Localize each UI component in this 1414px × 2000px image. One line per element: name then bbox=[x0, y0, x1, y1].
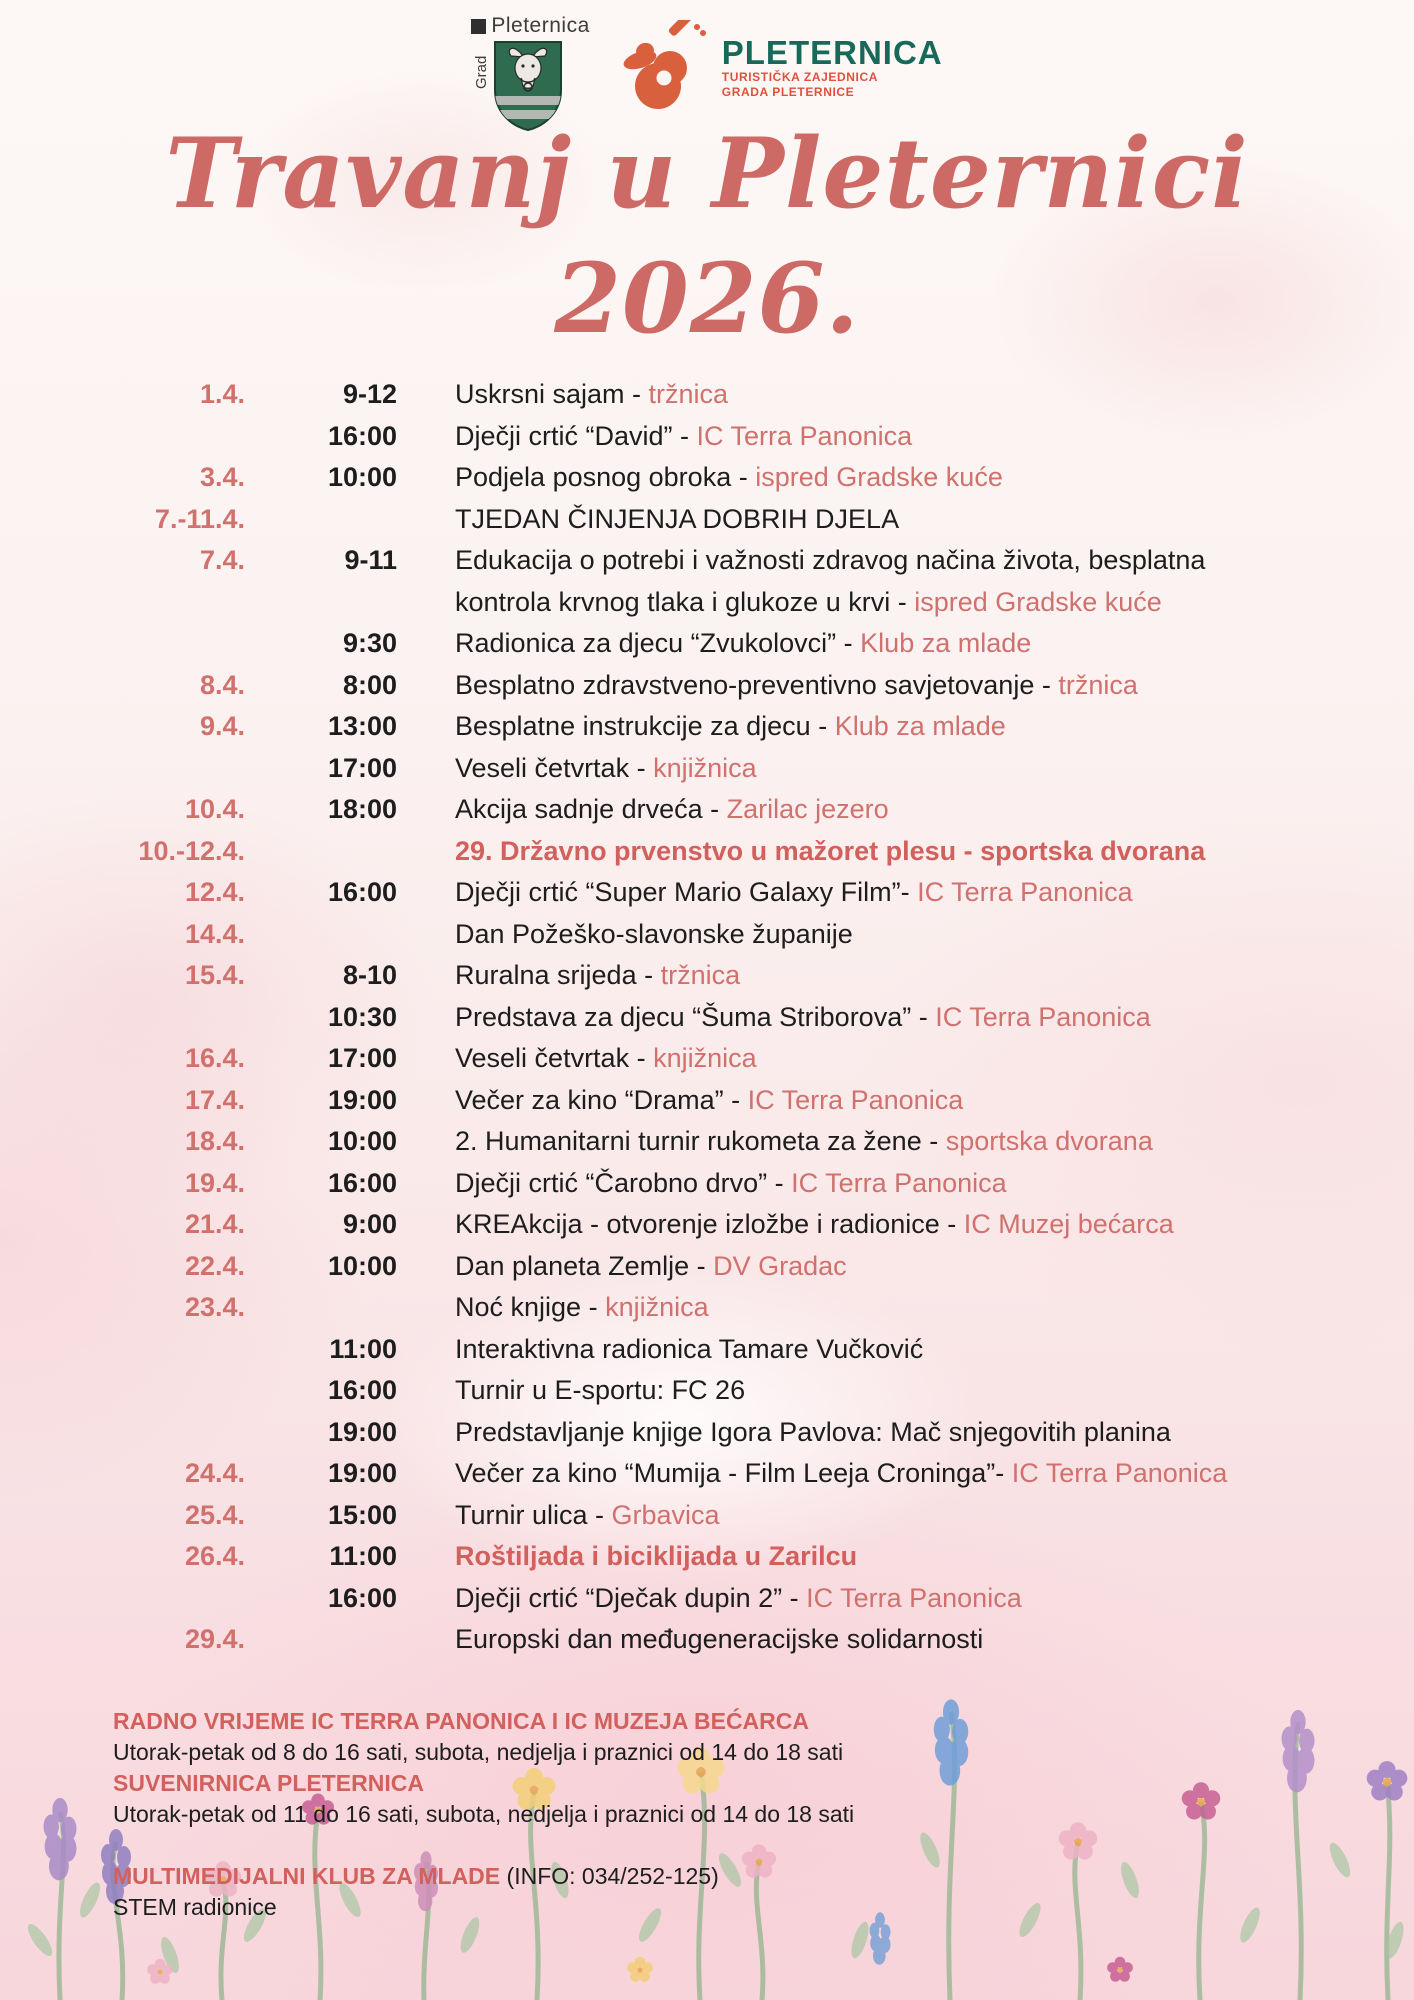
event-text: Besplatne instrukcije za djecu - bbox=[455, 711, 835, 741]
event-description bbox=[397, 748, 1414, 790]
event-row bbox=[98, 789, 1414, 831]
event-description bbox=[397, 1329, 1414, 1371]
footer-body-souvenir-shop: Utorak-petak od 11 do 16 sati, subota, nedjelja i praznici od 14 do 18 sati bbox=[113, 1801, 855, 1827]
event-description bbox=[397, 499, 1414, 541]
event-text: KREAkcija - otvorenje izložbe i radionice - bbox=[455, 1209, 964, 1239]
event-description bbox=[397, 416, 1414, 458]
event-text: Akcija sadnje drveća - bbox=[455, 794, 727, 824]
event-time: 16:00 bbox=[327, 420, 397, 451]
event-time: 19:00 bbox=[327, 1084, 397, 1115]
event-location: IC Terra Panonica bbox=[1011, 1458, 1228, 1488]
event-row bbox=[98, 623, 1414, 665]
event-time: 9-12 bbox=[342, 379, 397, 409]
city-logo-name: Pleternica bbox=[491, 14, 590, 37]
tourist-board-logo bbox=[618, 20, 943, 116]
city-logo-wordmark bbox=[471, 14, 589, 38]
event-description bbox=[397, 1204, 1414, 1246]
event-text: Turnir ulica - bbox=[455, 1499, 612, 1530]
event-time: 19:00 bbox=[327, 1458, 397, 1488]
event-date: 29.4. bbox=[184, 1624, 245, 1654]
event-date: 8.4. bbox=[199, 669, 245, 700]
event-description bbox=[397, 374, 1414, 416]
footer-section bbox=[113, 1768, 854, 1830]
tourist-logo-subtitle-1: TURISTIČKA ZAJEDNICA bbox=[721, 70, 878, 85]
event-date: 16.4. bbox=[184, 1043, 245, 1073]
event-date: 10.-12.4. bbox=[138, 835, 245, 866]
event-location: knjižnica bbox=[605, 1292, 709, 1322]
event-row bbox=[98, 872, 1414, 914]
footer-body-youth-club: STEM radionice bbox=[113, 1894, 277, 1920]
event-location: knjižnica bbox=[653, 1043, 757, 1073]
event-row bbox=[98, 831, 1414, 873]
event-date: 26.4. bbox=[184, 1541, 245, 1571]
event-description bbox=[397, 540, 1414, 623]
event-row bbox=[98, 499, 1414, 541]
event-date: 7.4. bbox=[199, 545, 245, 575]
event-row bbox=[98, 1163, 1414, 1205]
tourist-logo-name: PLETERNICA bbox=[721, 33, 943, 71]
event-row bbox=[98, 540, 1414, 623]
event-location: IC Terra Panonica bbox=[696, 420, 913, 451]
event-time: 8:00 bbox=[342, 669, 397, 700]
event-date bbox=[98, 1412, 245, 1454]
event-row bbox=[98, 1287, 1414, 1329]
event-description bbox=[397, 1038, 1414, 1080]
event-location: IC Terra Panonica bbox=[747, 1084, 964, 1115]
event-text: Predstava za djecu “Šuma Striborova” - bbox=[455, 1001, 936, 1032]
event-location: sportska dvorana bbox=[945, 1126, 1153, 1156]
event-date: 25.4. bbox=[184, 1499, 245, 1530]
event-text: Dan planeta Zemlje - bbox=[455, 1250, 714, 1281]
event-date: 21.4. bbox=[184, 1209, 245, 1239]
event-time: 9:30 bbox=[342, 628, 397, 658]
event-row bbox=[98, 914, 1414, 956]
event-time: 16:00 bbox=[327, 1167, 397, 1198]
event-time bbox=[245, 914, 397, 956]
event-date bbox=[98, 997, 245, 1039]
footer-info bbox=[113, 1706, 854, 1923]
event-location: ispred Gradske kuće bbox=[914, 586, 1162, 617]
footer-heading-info-phone: (INFO: 034/252-125) bbox=[500, 1863, 719, 1889]
event-time: 10:00 bbox=[327, 1126, 397, 1156]
event-text: Uskrsni sajam - bbox=[455, 379, 649, 409]
event-row bbox=[98, 1412, 1414, 1454]
event-time: 16:00 bbox=[327, 1375, 397, 1405]
event-description bbox=[397, 872, 1414, 914]
event-time: 16:00 bbox=[327, 877, 397, 907]
event-description bbox=[397, 997, 1414, 1039]
event-description bbox=[397, 955, 1414, 997]
event-text: Predstavljanje knjige Igora Pavlova: Mač snjegovitih planina bbox=[455, 1416, 1171, 1447]
event-date: 22.4. bbox=[184, 1250, 245, 1281]
event-text: Dječji crtić “Super Mario Galaxy Film”- bbox=[455, 877, 918, 907]
event-location: DV Gradac bbox=[713, 1250, 847, 1281]
event-date bbox=[98, 1329, 245, 1371]
event-description bbox=[397, 1536, 1414, 1578]
event-description bbox=[397, 665, 1414, 707]
event-date: 7.-11.4. bbox=[154, 503, 245, 534]
event-time: 10:00 bbox=[327, 462, 397, 492]
event-location: Klub za mlade bbox=[860, 628, 1032, 658]
event-text: 29. Državno prvenstvo u mažoret plesu - sportska dvorana bbox=[455, 835, 1206, 866]
event-description bbox=[397, 789, 1414, 831]
event-location: knjižnica bbox=[653, 752, 757, 783]
event-time bbox=[245, 831, 397, 873]
event-description bbox=[397, 1287, 1414, 1329]
event-time: 11:00 bbox=[329, 1333, 397, 1364]
event-description bbox=[397, 1578, 1414, 1620]
event-row bbox=[98, 706, 1414, 748]
event-date: 23.4. bbox=[184, 1292, 245, 1322]
event-description bbox=[397, 1453, 1414, 1495]
event-description bbox=[397, 706, 1414, 748]
event-text: Besplatno zdravstveno-preventivno savjetovanje - bbox=[455, 669, 1059, 700]
event-time bbox=[245, 1287, 397, 1329]
event-time: 9-11 bbox=[344, 545, 397, 575]
event-row bbox=[98, 1370, 1414, 1412]
footer-section bbox=[113, 1861, 854, 1923]
event-time: 16:00 bbox=[327, 1582, 397, 1613]
guitar-icon bbox=[618, 20, 710, 116]
event-row bbox=[98, 748, 1414, 790]
event-date: 10.4. bbox=[184, 794, 245, 824]
event-time bbox=[245, 499, 397, 541]
event-date: 9.4. bbox=[199, 711, 245, 741]
event-description bbox=[397, 1246, 1414, 1288]
event-description bbox=[397, 1163, 1414, 1205]
event-row bbox=[98, 955, 1414, 997]
event-row bbox=[98, 374, 1414, 416]
event-location: tržnica bbox=[648, 379, 729, 409]
event-time: 18:00 bbox=[327, 794, 397, 824]
event-time: 8-10 bbox=[342, 960, 397, 990]
event-text: Noć knjige - bbox=[455, 1292, 606, 1322]
event-text: Roštiljada i biciklijada u Zarilcu bbox=[455, 1541, 858, 1571]
footer-heading-souvenir-shop: SUVENIRNICA PLETERNICA bbox=[113, 1770, 424, 1796]
event-date bbox=[98, 1578, 245, 1620]
event-time: 10:00 bbox=[327, 1250, 397, 1281]
event-location: tržnica bbox=[660, 960, 741, 990]
event-text: Podjela posnog obroka - bbox=[455, 462, 756, 492]
event-date: 18.4. bbox=[184, 1126, 245, 1156]
event-time: 19:00 bbox=[327, 1416, 397, 1447]
event-description bbox=[397, 1412, 1414, 1454]
footer-section bbox=[113, 1706, 854, 1768]
event-time: 13:00 bbox=[327, 711, 397, 741]
event-description bbox=[397, 623, 1414, 665]
event-location: IC Muzej bećarca bbox=[963, 1209, 1174, 1239]
event-location: Grbavica bbox=[611, 1499, 720, 1530]
event-location: Zarilac jezero bbox=[726, 794, 889, 824]
event-date: 24.4. bbox=[184, 1458, 245, 1488]
footer-heading-youth-club: MULTIMEDIJALNI KLUB ZA MLADE bbox=[113, 1863, 501, 1889]
logo-square-icon bbox=[471, 19, 486, 34]
event-row bbox=[98, 1619, 1414, 1661]
event-text: Edukacija o potrebi i važnosti zdravog načina života, besplatna kontrola krvnog tlaka i glukoze u krvi - bbox=[455, 545, 1206, 617]
event-time: 17:00 bbox=[327, 1043, 397, 1073]
event-text: Veseli četvrtak - bbox=[455, 752, 654, 783]
event-row bbox=[98, 1536, 1414, 1578]
event-description bbox=[397, 831, 1414, 873]
event-date: 14.4. bbox=[184, 918, 245, 949]
event-description bbox=[397, 914, 1414, 956]
event-date: 1.4. bbox=[199, 379, 245, 409]
event-description bbox=[397, 1121, 1414, 1163]
event-text: Dječji crtić “David” - bbox=[455, 420, 697, 451]
event-date bbox=[98, 623, 245, 665]
event-date bbox=[98, 1370, 245, 1412]
event-text: Ruralna srijeda - bbox=[455, 960, 661, 990]
event-row bbox=[98, 1246, 1414, 1288]
event-date: 19.4. bbox=[184, 1167, 245, 1198]
event-description bbox=[397, 457, 1414, 499]
event-location: IC Terra Panonica bbox=[791, 1167, 1007, 1198]
event-location: tržnica bbox=[1058, 669, 1138, 700]
event-date: 17.4. bbox=[184, 1084, 245, 1115]
footer-heading-opening-hours: RADNO VRIJEME IC TERRA PANONICA I IC MUZEJA BEĆARCA bbox=[113, 1708, 809, 1734]
event-row bbox=[98, 1453, 1414, 1495]
footer-body-opening-hours: Utorak-petak od 8 do 16 sati, subota, nedjelja i praznici od 14 do 18 sati bbox=[113, 1739, 844, 1765]
event-row bbox=[98, 665, 1414, 707]
event-time: 10:30 bbox=[327, 1001, 397, 1032]
event-location: IC Terra Panonica bbox=[917, 877, 1133, 907]
event-text: Večer za kino “Mumija - Film Leeja Croninga”- bbox=[455, 1458, 1012, 1488]
event-text: Večer za kino “Drama” - bbox=[455, 1084, 748, 1115]
event-row bbox=[98, 1495, 1414, 1537]
event-row bbox=[98, 997, 1414, 1039]
event-date: 15.4. bbox=[184, 960, 245, 990]
event-time: 9:00 bbox=[342, 1209, 397, 1239]
event-location: ispred Gradske kuće bbox=[755, 462, 1003, 492]
event-text: Interaktivna radionica Tamare Vučković bbox=[455, 1333, 924, 1364]
event-date: 12.4. bbox=[184, 877, 245, 907]
event-location: Klub za mlade bbox=[834, 711, 1006, 741]
event-time: 17:00 bbox=[327, 752, 397, 783]
event-text: Europski dan međugeneracijske solidarnosti bbox=[455, 1624, 984, 1654]
event-description bbox=[397, 1619, 1414, 1661]
page-title: Travanj u Pleternici 2026. bbox=[165, 117, 1249, 355]
event-row bbox=[98, 1329, 1414, 1371]
event-row bbox=[98, 457, 1414, 499]
event-date: 3.4. bbox=[199, 462, 245, 492]
event-location: IC Terra Panonica bbox=[935, 1001, 1151, 1032]
event-text: Dječji crtić “Čarobno drvo” - bbox=[455, 1167, 792, 1198]
event-row bbox=[98, 1080, 1414, 1122]
event-text: 2. Humanitarni turnir rukometa za žene - bbox=[455, 1126, 946, 1156]
event-text: TJEDAN ČINJENJA DOBRIH DJELA bbox=[455, 503, 900, 534]
city-logo-grad-label: Grad bbox=[473, 55, 491, 89]
event-time bbox=[245, 1619, 397, 1661]
event-date bbox=[98, 748, 245, 790]
event-description bbox=[397, 1370, 1414, 1412]
events-list bbox=[98, 374, 1414, 1661]
event-row bbox=[98, 416, 1414, 458]
event-text: Dan Požeško-slavonske županije bbox=[455, 918, 853, 949]
event-text: Turnir u E-sportu: FC 26 bbox=[455, 1375, 746, 1405]
tourist-logo-subtitle-2: GRADA PLETERNICE bbox=[721, 85, 855, 100]
event-time: 15:00 bbox=[327, 1499, 397, 1530]
event-description bbox=[397, 1495, 1414, 1537]
event-row bbox=[98, 1038, 1414, 1080]
event-date bbox=[98, 416, 245, 458]
event-text: Veseli četvrtak - bbox=[455, 1043, 654, 1073]
event-text: Dječji crtić “Dječak dupin 2” - bbox=[455, 1582, 807, 1613]
event-location: IC Terra Panonica bbox=[806, 1582, 1022, 1613]
event-text: Radionica za djecu “Zvukolovci” - bbox=[455, 628, 861, 658]
event-row bbox=[98, 1204, 1414, 1246]
event-time: 11:00 bbox=[329, 1541, 397, 1571]
event-row bbox=[98, 1578, 1414, 1620]
event-row bbox=[98, 1121, 1414, 1163]
event-description bbox=[397, 1080, 1414, 1122]
